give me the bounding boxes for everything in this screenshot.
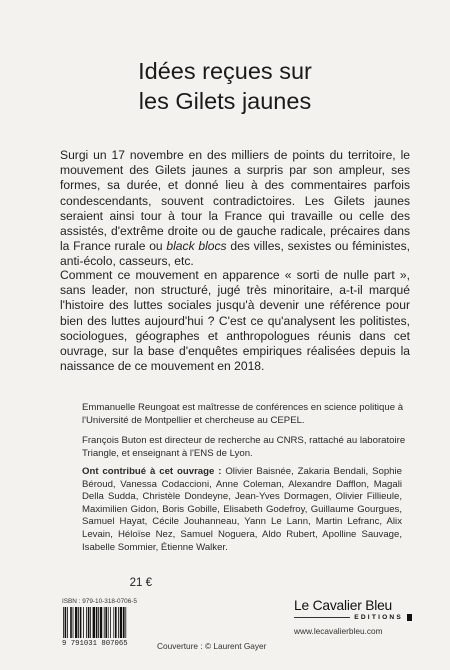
book-title (0, 56, 450, 116)
summary-italic-term: black blocs (166, 239, 227, 254)
title-line-1: Idées reçues sur (138, 58, 312, 84)
barcode-number: 9 791031 807065 (62, 640, 128, 648)
author-bio-buton: François Buton est directeur de recherche au CNRS, rattaché au laboratoire Triangle, et enseignant à l'ENS de Lyon. (82, 435, 406, 459)
author-bio-reungoat: Emmanuelle Reungoat est maîtresse de conférences en science politique à l'Université de Montpellier et chercheuse au CEPEL. (82, 402, 404, 426)
publisher-mark-icon (407, 614, 412, 621)
summary-text-1b: des villes, sexistes ou féministes, anti-écolo, casseurs, etc. (60, 239, 410, 269)
summary-paragraph-2: Comment ce mouvement en apparence « sorti de nulle part », sans leader, non structuré, jugé très minoritaire, a-t-il marqué l'histoire des luttes sociales jusqu'à devenir une référence pour bien des luttes aujourd'hui ? C'est ce qu'analysent les politistes, sociologues, géographes et anthropologues réunis dans cet ouvrage, sur la base d'enquêtes empiriques réalisées depuis la naissance de ce mouvement en 2018. (60, 268, 410, 374)
author-bios (82, 402, 412, 468)
publisher-sub-label: EDITIONS (354, 614, 403, 621)
publisher-name: Le Cavalier Bleu (294, 598, 393, 613)
divider (294, 617, 350, 618)
publisher-logo (294, 598, 412, 636)
price: 21 € (129, 577, 152, 589)
isbn: ISBN : 979-10-318-0706-5 (62, 598, 137, 605)
barcode (62, 607, 146, 638)
summary-text-1a: Surgi un 17 novembre en des milliers de points du territoire, le mouvement des Gilets jaunes a surpris par son ampleur, ses formes, sa durée, et donné lieu à des commentaires parfois condescendants, souvent contradictoires. Les Gilets jaunes seraient ainsi tour à tour la France qui travaille ou celle des assistés, d'extrême droite ou de gauche radicale, précaires dans la France rurale ou (60, 148, 410, 254)
contributors-label: Ont contribué à cet ouvrage : (82, 466, 222, 477)
contributors-names: Olivier Baisnée, Zakaria Bendali, Sophie Béroud, Vanessa Codaccioni, Anne Coleman, Alexandre Dafflon, Magali Della Sudda, Christèle Dondeyne, Jean-Yves Dormagen, Olivier Fillieule, Maximilien Gidon, Boris Gobille, Elisabeth Godefroy, Guillaume Gourgues, Samuel Hayat, Cécile Jouhanneau, Yann Le Lann, Martin Lefranc, Alix Levain, Héloïse Nez, Samuel Noguera, Aldo Rubert, Apolline Sauvage, Isabelle Sommier, Étienne Walker. (82, 466, 402, 553)
summary-paragraph-1 (60, 148, 410, 270)
publisher-url: www.lecavalierbleu.com (294, 626, 383, 636)
publisher-editions (294, 614, 412, 621)
contributors-block (82, 466, 402, 554)
cover-credit: Couverture : © Laurent Gayer (157, 641, 267, 651)
title-line-2: les Gilets jaunes (138, 88, 312, 114)
